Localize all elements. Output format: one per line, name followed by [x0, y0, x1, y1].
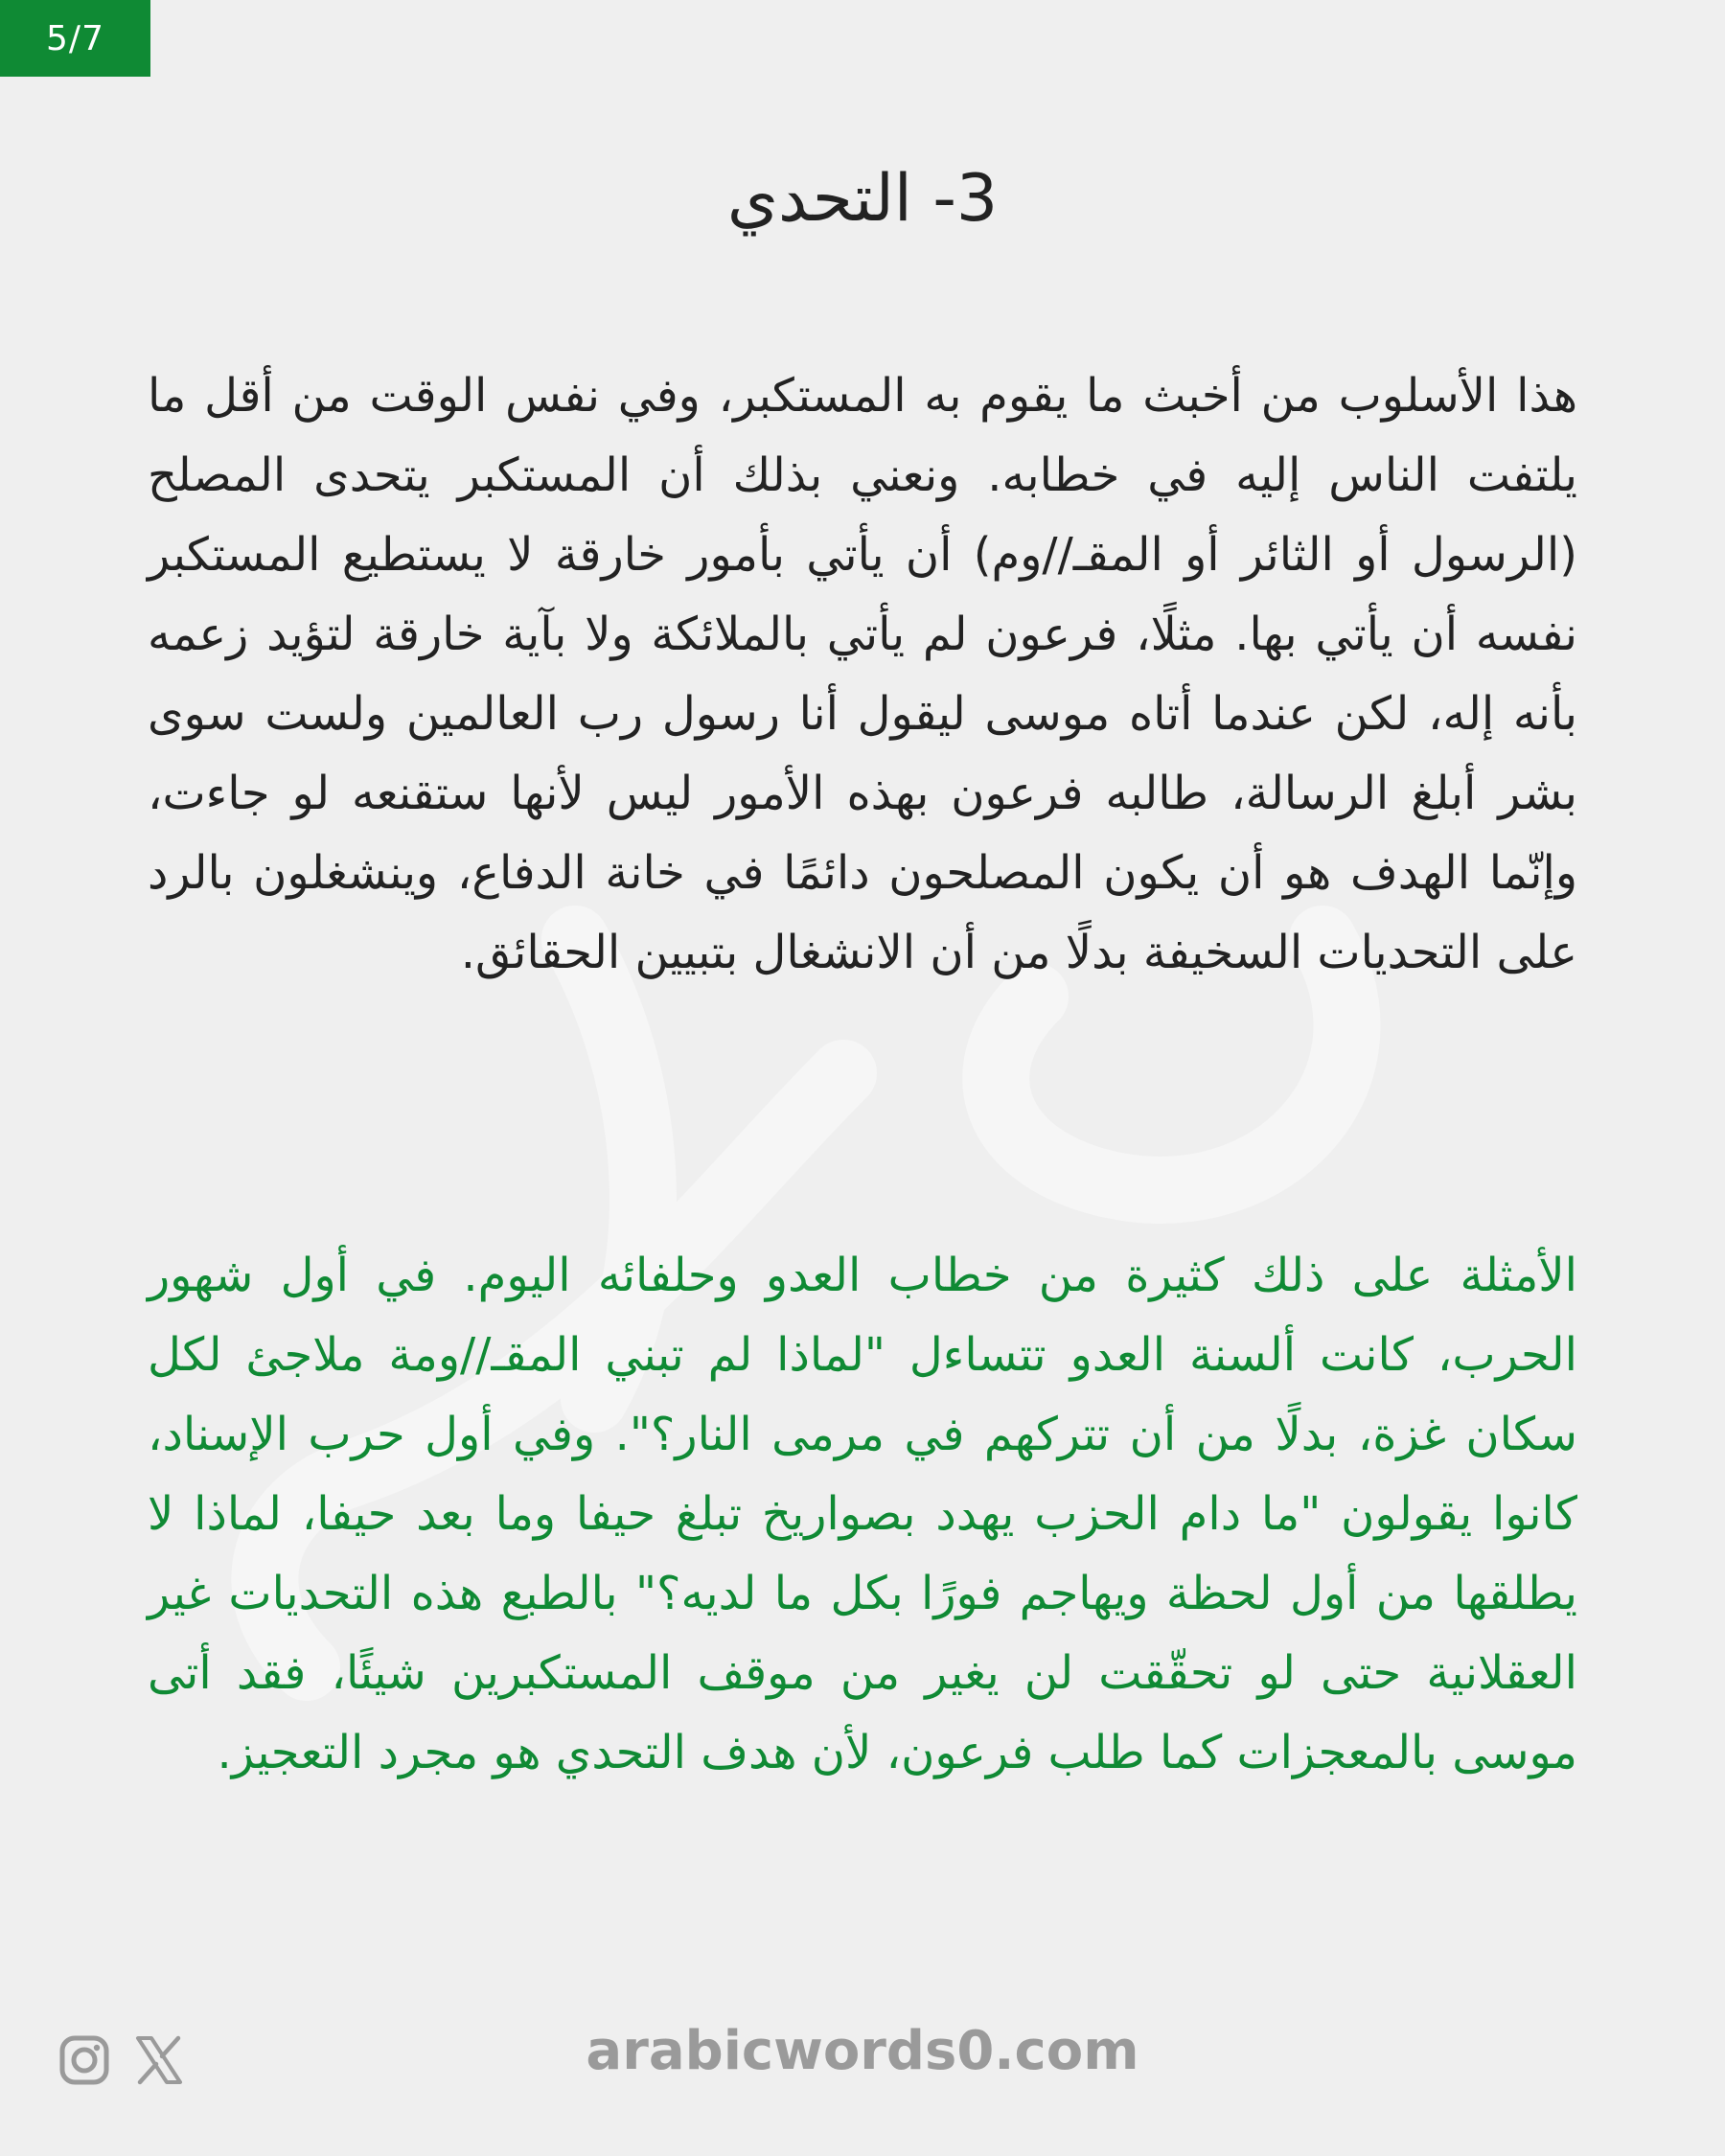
page-indicator: 5/7 [46, 18, 104, 58]
page-title: 3- التحدي [726, 161, 999, 237]
website-url[interactable]: arabicwords0.com [586, 2020, 1139, 2082]
body-paragraph-1: هذا الأسلوب من أخبث ما يقوم به المستكبر، وفي نفس الوقت من أقل ما يلتفت الناس إليه في خطابه. ونعني بذلك أن المستكبر يتحدى المصلح (الرسول أو الثائر أو المقـ//وم) أن يأتي بأمور خارقة لا يستطيع المستكبر نفسه أن يأتي بها. مثلًا، فرعون لم يأتي بالملائكة ولا بآية خارقة لتؤيد زعمه بأنه إله، لكن عندما أتاه موسى ليقول أنا رسول رب العالمين ولست سوى بشر أبلغ الرسالة، طالبه فرعون بهذه الأمور ليس لأنها ستقنعه لو جاءت، وإنّما الهدف هو أن يكون المصلحون دائمًا في خانة الدفاع، وينشغلون بالرد على التحديات السخيفة بدلًا من أن الانشغال بتبيين الحقائق. [148, 369, 1577, 979]
body-paragraph-2: الأمثلة على ذلك كثيرة من خطاب العدو وحلفائه اليوم. في أول شهور الحرب، كانت ألسنة العدو تتساءل "لماذا لم تبني المقـ//ومة ملاجئ لكل سكان غزة، بدلًا من أن تتركهم في مرمى النار؟". وفي أول حرب الإسناد، كانوا يقولون "ما دام الحزب يهدد بصواريخ تبلغ حيفا وما بعد حيفا، لماذا لا يطلقها من أول لحظة ويهاجم فورًا بكل ما لديه؟" بالطبع هذه التحديات غير العقلانية حتى لو تحقّقت لن يغير من موقف المستكبرين شيئًا، فقد أتى موسى بالمعجزات كما طلب فرعون، لأن هدف التحدي هو مجرد التعجيز. [148, 1249, 1577, 1779]
page-indicator-badge [0, 0, 150, 77]
